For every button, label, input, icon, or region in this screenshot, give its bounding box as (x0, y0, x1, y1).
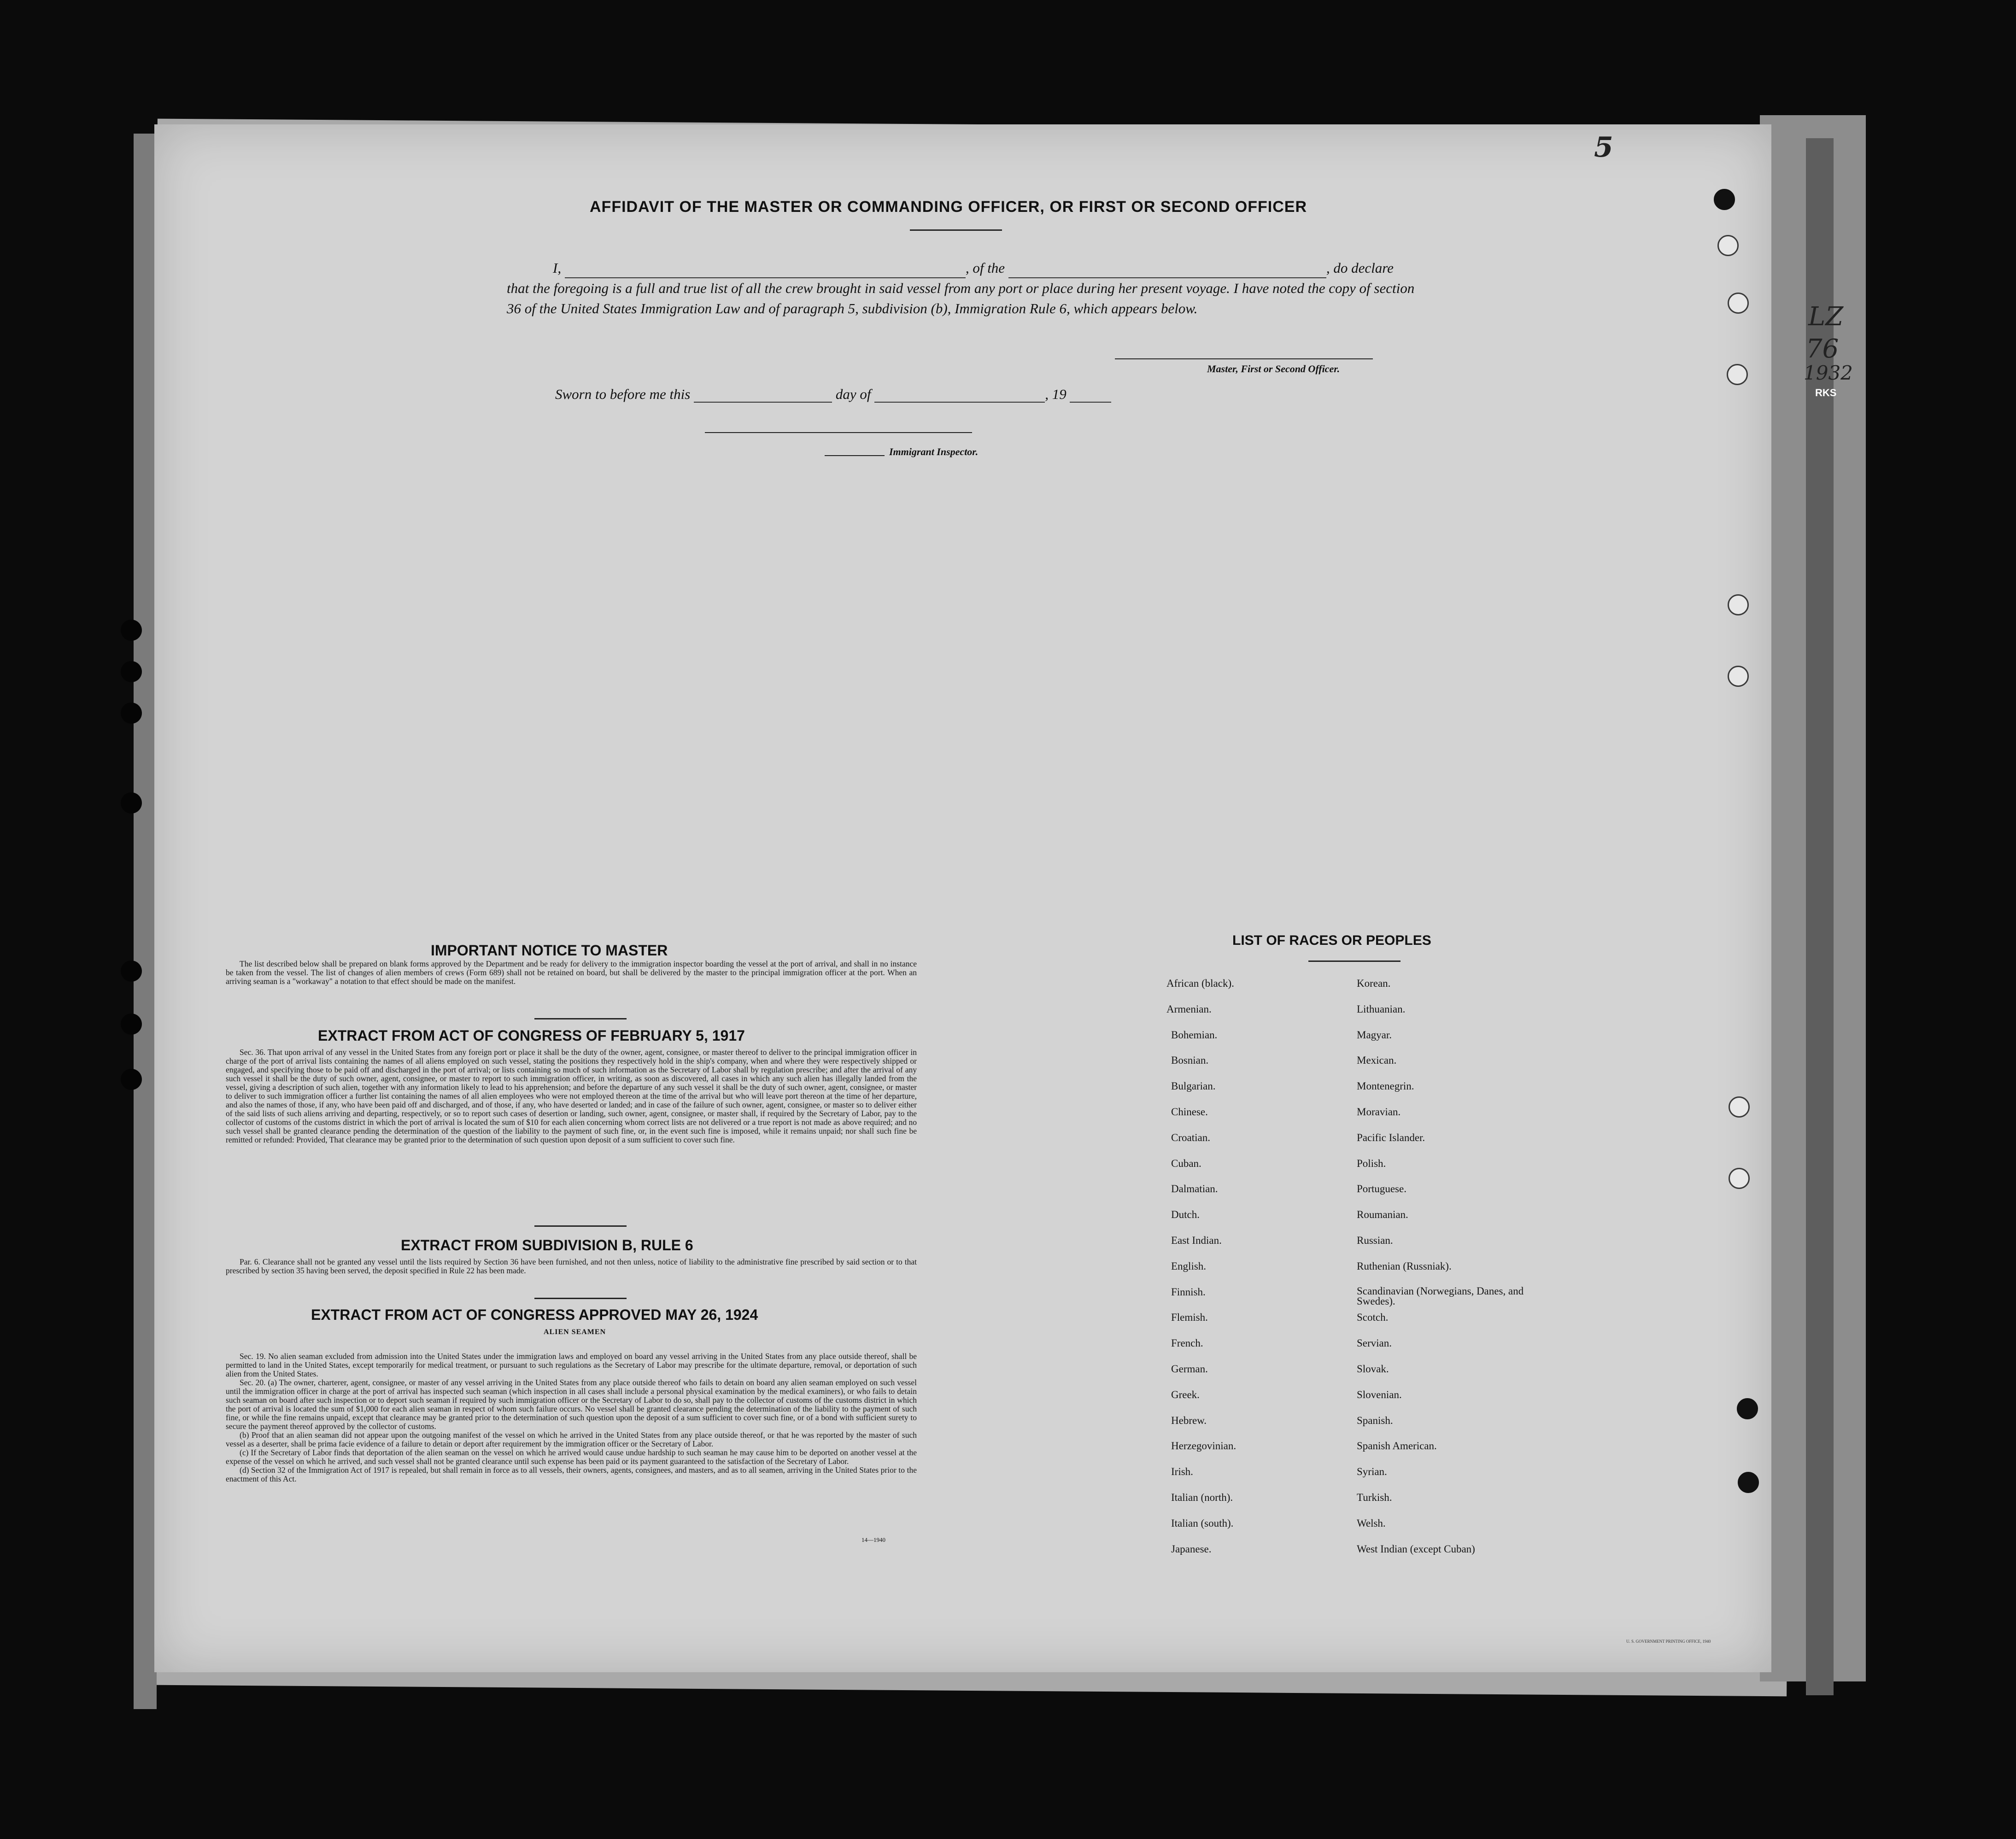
punch-hole-icon (1728, 594, 1749, 615)
month-blank (874, 388, 1045, 403)
race-item: Spanish American. (1357, 1440, 1437, 1452)
notice-text (226, 960, 917, 986)
race-item: African (black). (1166, 978, 1234, 989)
inspector-label: Immigrant Inspector. (889, 446, 979, 457)
affidavit-declaration-line (507, 258, 1419, 278)
race-item: Roumanian. (1357, 1209, 1408, 1220)
extract-1924-text (226, 1352, 917, 1483)
handwritten-mark: 1932 (1804, 362, 1853, 384)
divider (534, 1298, 627, 1299)
binding-hole-icon (121, 620, 142, 641)
race-item: Welsh. (1357, 1517, 1386, 1529)
race-item: Dalmatian. (1171, 1183, 1218, 1195)
affidavit-statement: that the foregoing is a full and true list of all the crew brought in said vessel from any port or place during her present voyage. I have noted the copy of section 36 of the United States Immigration Law and of paragraph 5, subdivision (b), Immigration Rule 6, which appears below. (507, 280, 1415, 316)
form-number: 14—1940 (861, 1536, 885, 1543)
race-item: Bohemian. (1171, 1029, 1218, 1041)
binding-hole-icon (121, 1013, 142, 1035)
race-item: English. (1171, 1260, 1207, 1272)
race-item: Bulgarian. (1171, 1080, 1216, 1092)
handwritten-mark: LZ (1808, 302, 1844, 332)
notice-paragraph: The list described below shall be prepared on blank forms approved by the Department and be ready for delivery to the immigration inspector boarding the vessel at the port of arrival, and shall in no instance be taken from the vessel. The list of changes of alien members of crews (Form 689) shall not be retained on board, but shall be delivered by the master to the principal immigration officer at the port. When an arriving seaman is a "workaway" a notation to that effect should be made on the manifest. (226, 959, 917, 986)
binding-hole-icon (121, 1069, 142, 1090)
extract-1917-title: EXTRACT FROM ACT OF CONGRESS OF FEBRUARY 5, 1917 (318, 1027, 745, 1044)
punch-hole-icon (1737, 1398, 1758, 1419)
race-item: Magyar. (1357, 1029, 1392, 1041)
inspector-signature-line-2 (825, 455, 885, 456)
race-item: German. (1171, 1363, 1208, 1375)
race-item: Finnish. (1171, 1286, 1206, 1298)
printer-imprint: U. S. GOVERNMENT PRINTING OFFICE, 1940 (1626, 1639, 1711, 1644)
race-item: Scotch. (1357, 1312, 1389, 1323)
divider (534, 1018, 627, 1019)
extract-1924-sec20a: Sec. 20. (a) The owner, charterer, agent, consignee, or master of any vessel arriving in the United States from any place outside thereof who fails to detain on board any alien seaman employed on such vessel until the immigration officer in charge at the port of arrival has inspected such seaman (which inspection in all cases shall include a personal physical examination by the medical examiners), or who fails to detain such seaman on board after such inspection or to deport such seaman if required by such immigration officer or the Secretary of Labor to do so, shall pay to the collector of customs of the customs district in which the port of arrival is located the sum of $1,000 for each alien seaman in respect of whom such failure occurs. No vessel shall be granted clearance pending the determination of the liability to the payment of such fine, or while the fine remains unpaid, except that clearance may be granted prior to the determination of such question upon the deposit of a sum sufficient to cover such fine, or of a bond with sufficient surety to secure the payment thereof approved by the collector of customs. (226, 1378, 917, 1431)
race-item: Syrian. (1357, 1466, 1387, 1477)
year-blank (1070, 388, 1111, 403)
race-item: East Indian. (1171, 1235, 1222, 1246)
race-item: Ruthenian (Russniak). (1357, 1260, 1452, 1272)
race-item: Lithuanian. (1357, 1003, 1406, 1015)
punch-hole-icon (1714, 189, 1735, 210)
divider (534, 1225, 627, 1227)
race-item: Hebrew. (1171, 1415, 1207, 1426)
master-signature-line (1115, 358, 1373, 359)
punch-hole-icon (1727, 364, 1748, 385)
race-item: Korean. (1357, 978, 1391, 989)
day-blank (694, 388, 832, 403)
extract-1917-paragraph: Sec. 36. That upon arrival of any vessel in the United States from any foreign port or place it shall be the duty of the owner, agent, consignee, or master thereof to deliver to the principal immigration officer in charge of the port of arrival lists containing the names of all aliens employed on such vessel, stating the positions they respectively hold in the ship's company, when and where they were respectively shipped or engaged, and specifying those to be paid off and discharged in the port of arrival; or lists containing so much of such information as the Secretary of Labor shall by regulation prescribe; and after the arrival of any such vessel it shall be the duty of such owner, agent, consignee, or master to report to such immigration officer, in writing, as soon as discovered, all cases in which any such alien has illegally landed from the vessel, giving a description of such alien, together with any information likely to lead to his apprehension; and before the departure of any such vessel it shall be the duty of such owner, agent, consignee, or master to deliver to such immigration officer a further list containing the names of all alien employees who were not employed thereon at the time of the arrival but who will leave port thereon at the time of her departure, and also the names of those, if any, who have been paid off and discharged, and of those, if any, who have deserted or landed; and in case of the failure of such owner, agent, consignee, or master so to deliver either of the said lists of such aliens arriving and departing, respectively, or so to report such cases of desertion or landing, such owner, agent, consignee, or master shall, if required by the Secretary of Labor, pay to the collector of customs of the customs district in which the port of arrival is located the sum of $10 for each alien concerning whom correct lists are not delivered or a true report is not made as above required; and no such vessel shall be granted clearance pending the determination of the question of the liability to the payment of such fine, or, in the event such fine is imposed, while it remains unpaid; nor shall such fine be remitted or refunded: Provided, That clearance may be granted prior to the determination of such question upon deposit of a sum sufficient to cover such fine. (226, 1048, 917, 1144)
race-item: Herzegovinian. (1171, 1440, 1237, 1452)
race-item: Moravian. (1357, 1106, 1401, 1118)
affidavit-body (507, 258, 1419, 319)
races-title: LIST OF RACES OR PEOPLES (1232, 933, 1431, 948)
race-item: Flemish. (1171, 1312, 1208, 1323)
notice-title: IMPORTANT NOTICE TO MASTER (431, 942, 668, 959)
extract-1924-sec20d: (d) Section 32 of the Immigration Act of 1917 is repealed, but shall remain in force as to all vessels, their owners, agents, consignees, and masters, and as to all seamen, arriving in the United States prior to the enactment of this Act. (226, 1465, 917, 1483)
race-item: Turkish. (1357, 1492, 1392, 1503)
day-of: day of (835, 386, 871, 402)
sworn-line (555, 386, 1111, 403)
race-item: Spanish. (1357, 1415, 1393, 1426)
affidavit-of-the: , of the (965, 260, 1005, 276)
year-prefix: , 19 (1045, 386, 1067, 402)
inspector-signature-line (705, 432, 972, 433)
race-item: Mexican. (1357, 1054, 1397, 1066)
race-item: Polish. (1357, 1158, 1386, 1169)
punch-hole-icon (1717, 235, 1739, 256)
sworn-prefix: Sworn to before me this (555, 386, 691, 402)
punch-hole-icon (1728, 666, 1749, 687)
race-item: French. (1171, 1337, 1203, 1349)
affidavit-title: AFFIDAVIT OF THE MASTER OR COMMANDING OFFICER, OR FIRST OR SECOND OFFICER (590, 198, 1307, 216)
binding-hole-icon (121, 960, 142, 982)
handwritten-mark: 76 (1806, 334, 1839, 364)
divider (1308, 960, 1401, 962)
punch-hole-icon (1738, 1472, 1759, 1493)
page-number-mark: 5 (1594, 131, 1613, 164)
race-item: Croatian. (1171, 1132, 1210, 1143)
extract-1924-sec20c: (c) If the Secretary of Labor finds that deportation of the alien seaman on the vessel on which he arrived would cause undue hardship to such seaman he may cause him to be deported on another vessel at the expense of the vessel on which he arrived, and such vessel shall not be granted clearance until such expense has been paid or its payment guaranteed to the satisfaction of the Secretary of Labor. (226, 1448, 917, 1466)
master-signature-label: Master, First or Second Officer. (1207, 363, 1340, 375)
punch-hole-icon (1729, 1168, 1750, 1189)
punch-hole-icon (1728, 293, 1749, 314)
race-item: Montenegrin. (1357, 1080, 1414, 1092)
divider (910, 229, 1002, 231)
race-item: Cuban. (1171, 1158, 1201, 1169)
race-item: Slovak. (1357, 1363, 1389, 1375)
extract-rule6-title: EXTRACT FROM SUBDIVISION B, RULE 6 (401, 1237, 693, 1253)
binding-hole-icon (121, 792, 142, 814)
race-item: Armenian. (1166, 1003, 1212, 1015)
extract-rule6-paragraph: Par. 6. Clearance shall not be granted any vessel until the lists required by Section 36 have been furnished, and not then unless, notice of liability to the administrative fine prescribed by said section or to that prescribed by section 35 having been served, the deposit specified in Rule 22 has been made. (226, 1257, 917, 1275)
race-item: Greek. (1171, 1389, 1200, 1400)
extract-1924-sec19: Sec. 19. No alien seaman excluded from admission into the United States under the immigration laws and employed on board any vessel arriving in the United States from any place outside thereof, shall be permitted to land in the United States, except temporarily for medical treatment, or pursuant to such regulations as the Secretary of Labor may prescribe for the ultimate departure, removal, or deportation of such alien from the United States. (226, 1352, 917, 1378)
race-item: Portuguese. (1357, 1183, 1407, 1195)
race-item: Irish. (1171, 1466, 1193, 1477)
race-item: Scandinavian (Norwegians, Danes, and Swedes). (1357, 1285, 1524, 1307)
race-item: Servian. (1357, 1337, 1392, 1349)
extract-1917-text (226, 1048, 917, 1144)
remarks-fragment: RKS (1815, 387, 1837, 398)
race-item: Dutch. (1171, 1209, 1200, 1220)
binding-hole-icon (121, 661, 142, 682)
race-item: Pacific Islander. (1357, 1132, 1425, 1143)
binding-strip (134, 134, 157, 1709)
race-item: Slovenian. (1357, 1389, 1402, 1400)
extract-1924-title: EXTRACT FROM ACT OF CONGRESS APPROVED MAY 26, 1924 (311, 1306, 758, 1323)
extract-1924-sec20b: (b) Proof that an alien seaman did not appear upon the outgoing manifest of the vessel on which he arrived in the United States from any place outside thereof, or that he was reported by the master of such vessel as a deserter, shall be prima facie evidence of a failure to detain or deport after requirement by the immigration officer or the Secretary of Labor. (226, 1430, 917, 1448)
affidavit-i: I, (553, 260, 562, 276)
punch-hole-icon (1729, 1096, 1750, 1118)
race-item: Italian (south). (1171, 1517, 1234, 1529)
race-item: Italian (north). (1171, 1492, 1233, 1503)
race-item: Chinese. (1171, 1106, 1208, 1118)
race-item: West Indian (except Cuban) (1357, 1543, 1475, 1555)
binding-hole-icon (121, 703, 142, 724)
vessel-blank (1008, 264, 1326, 278)
race-item: Russian. (1357, 1235, 1393, 1246)
race-item: Bosnian. (1171, 1054, 1209, 1066)
race-item: Japanese. (1171, 1543, 1212, 1555)
extract-1924-subtitle: ALIEN SEAMEN (544, 1328, 606, 1336)
extract-rule6-text (226, 1258, 917, 1275)
name-blank (565, 264, 966, 278)
affidavit-do-declare: , do declare (1326, 260, 1394, 276)
